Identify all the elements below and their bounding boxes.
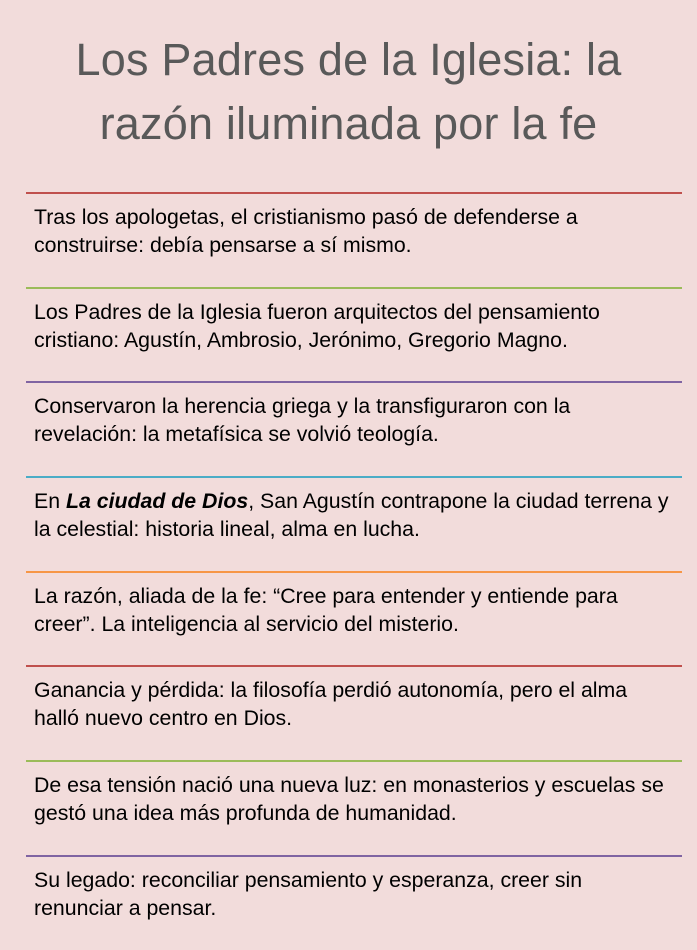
list-item	[26, 476, 682, 571]
list-item	[26, 287, 682, 382]
list-item	[26, 665, 682, 760]
list-item	[26, 192, 682, 287]
slide-title: Los Padres de la Iglesia: la razón iluminada por la fe	[75, 34, 622, 149]
list-item-text: Conservaron la herencia griega y la transfiguraron con la revelación: la metafísica se volvió teología.	[34, 394, 571, 447]
list-item-text: Tras los apologetas, el cristianismo pasó de defenderse a construirse: debía pensarse a sí mismo.	[34, 205, 578, 257]
list-item	[26, 760, 682, 855]
list-item-text: La razón, aliada de la fe: “Cree para entender y entiende para creer”. La inteligencia al servicio del misterio.	[34, 583, 618, 636]
list-item-text: Los Padres de la Iglesia fueron arquitectos del pensamiento cristiano: Agustín, Ambrosio, Jerónimo, Gregorio Magno.	[34, 299, 600, 352]
list-item	[26, 381, 682, 476]
book-title: La ciudad de Dios	[65, 489, 249, 514]
list-item-text: Ganancia y pérdida: la filosofía perdió autonomía, pero el alma halló nuevo centro en Dios.	[34, 678, 628, 731]
list-item-text: Su legado: reconciliar pensamiento y esperanza, creer sin renunciar a pensar.	[34, 867, 583, 920]
list-item-text	[34, 487, 676, 543]
list-item	[26, 855, 682, 950]
text-suffix: , San Agustín contrapone la ciudad terrena y la celestial: historia lineal, alma en lucha.	[34, 489, 669, 542]
bullet-list	[26, 192, 682, 950]
text-prefix: En	[34, 489, 66, 514]
list-item-text: De esa tensión nació una nueva luz: en monasterios y escuelas se gestó una idea más profunda de humanidad.	[34, 773, 664, 826]
list-item	[26, 571, 682, 666]
